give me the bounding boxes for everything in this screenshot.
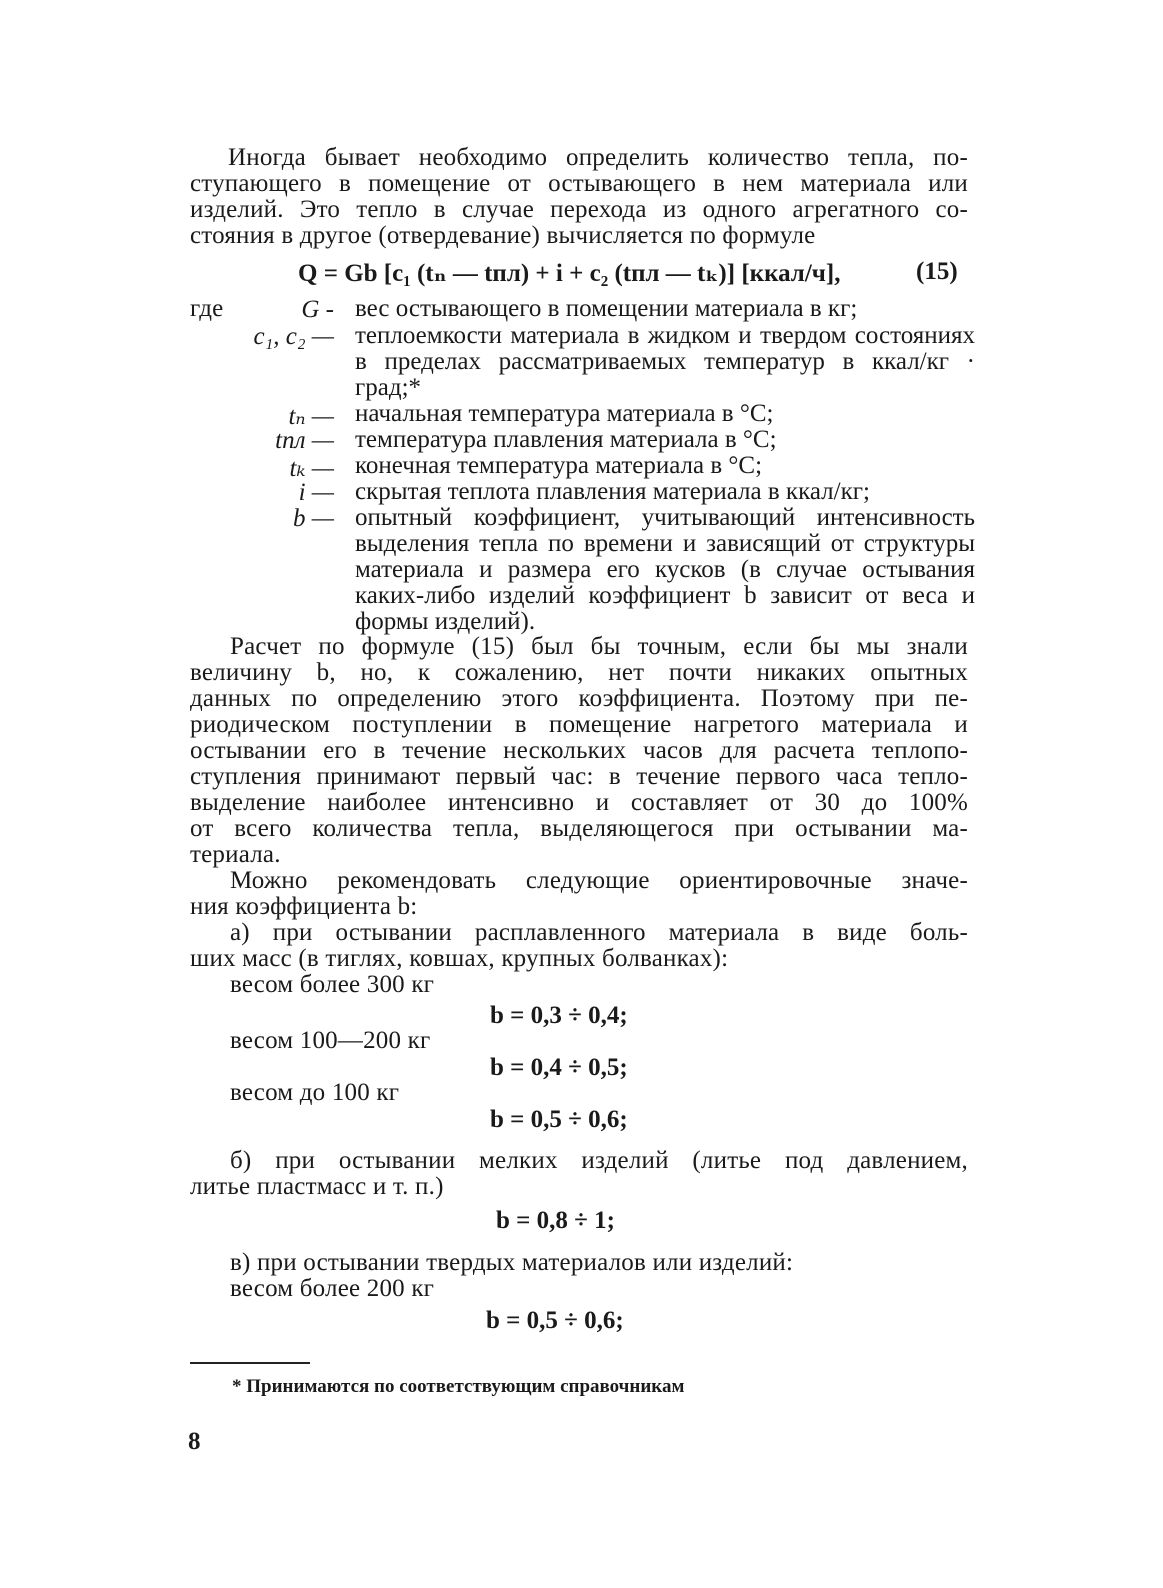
text-line: величину b, но, к сожалению, нет почти никаких опытных [190, 659, 968, 686]
footnote: * Принимаются по соответствующим справочникам [232, 1376, 685, 1397]
text-line: изделий. Это тепло в случае перехода из одного агрегатного со- [190, 196, 968, 223]
item-a [190, 920, 968, 972]
weight-label: весом 100—200 кг [230, 1027, 431, 1054]
text-line: риодическом поступлении в помещение нагретого материала и [190, 711, 968, 738]
def-symbol: tпл — [275, 427, 334, 454]
item-b [190, 1148, 968, 1200]
item-c [230, 1250, 968, 1302]
def-text: опытный коэффициент, учитывающий интенсивность выделения тепла по времени и зависящий от структуры материала и размера его кусков (в случае остывания каких-либо изделий коэффициент b зависит от веса и формы изделий). [355, 504, 975, 635]
text-line: от всего количества тепла, выделяющегося при остывании ма- [190, 815, 968, 842]
formula-15: Q = Gb [c₁ (tₙ — tпл) + i + c₂ (tпл — tₖ)] [ккал/ч], [298, 260, 841, 287]
def-text: теплоемкости материала в жидком и твердом состояниях в пределах рассматриваемых температур в ккал/кг · град;* [355, 322, 975, 401]
paragraph-recommend [190, 868, 968, 920]
text-line: Иногда бывает необходимо определить количество тепла, по- [228, 144, 968, 171]
def-symbol: b — [293, 505, 334, 532]
text-line: выделение наиболее интенсивно и составляет от 30 до 100% [190, 789, 968, 816]
def-text: конечная температура материала в °С; [355, 452, 763, 479]
equation-number: (15) [916, 258, 958, 285]
text-line: стояния в другое (отвердевание) вычисляется по формуле [190, 222, 816, 249]
text-line: териала. [190, 841, 281, 868]
weight-label: весом до 100 кг [230, 1079, 400, 1106]
def-symbol: tₙ — [288, 403, 334, 430]
coefficient-value: b = 0,4 ÷ 0,5; [490, 1054, 628, 1081]
weight-label: весом более 300 кг [230, 971, 435, 998]
text-line: весом более 200 кг [230, 1275, 435, 1302]
text-line: данных по определению этого коэффициента. Поэтому при пе- [190, 685, 968, 712]
text-line: Расчет по формуле (15) был бы точным, если бы мы знали [230, 633, 968, 660]
where-label: где [190, 295, 224, 322]
paragraph-calculation [190, 634, 968, 868]
coefficient-value: b = 0,5 ÷ 0,6; [490, 1106, 628, 1133]
def-symbol: c₁, c₂ — [253, 323, 334, 350]
text-line: остывании его в течение нескольких часов для расчета теплопо- [190, 737, 968, 764]
def-text: скрытая теплота плавления материала в ккал/кг; [355, 478, 870, 505]
coefficient-value: b = 0,5 ÷ 0,6; [486, 1307, 624, 1334]
def-symbol: tₖ — [289, 455, 334, 482]
def-text: вес остывающего в помещении материала в кг; [355, 295, 858, 322]
def-symbol: i — [298, 479, 334, 506]
def-text: температура плавления материала в °С; [355, 426, 777, 453]
text-line: в) при остывании твердых материалов или изделий: [230, 1249, 794, 1276]
text-line: а) при остывании расплавленного материала в виде боль- [230, 919, 968, 946]
footnote-divider [190, 1362, 310, 1364]
text-line: б) при остывании мелких изделий (литье под давлением, [230, 1147, 968, 1174]
text-line: ших масс (в тиглях, ковшах, крупных болванках): [190, 945, 729, 972]
text-line: ступления принимают первый час: в течение первого часа тепло- [190, 763, 968, 790]
coefficient-value: b = 0,8 ÷ 1; [496, 1207, 615, 1234]
def-text: начальная температура материала в °С; [355, 400, 774, 427]
text-line: ступающего в помещение от остывающего в нем материала или [190, 170, 968, 197]
coefficient-value: b = 0,3 ÷ 0,4; [490, 1002, 628, 1029]
text-line: Можно рекомендовать следующие ориентировочные значе- [230, 867, 968, 894]
text-line: ния коэффициента b: [190, 893, 418, 920]
page-number: 8 [188, 1428, 201, 1455]
def-symbol: G - [301, 296, 334, 323]
paragraph-intro [190, 144, 968, 249]
text-line: литье пластмасс и т. п.) [190, 1173, 444, 1200]
